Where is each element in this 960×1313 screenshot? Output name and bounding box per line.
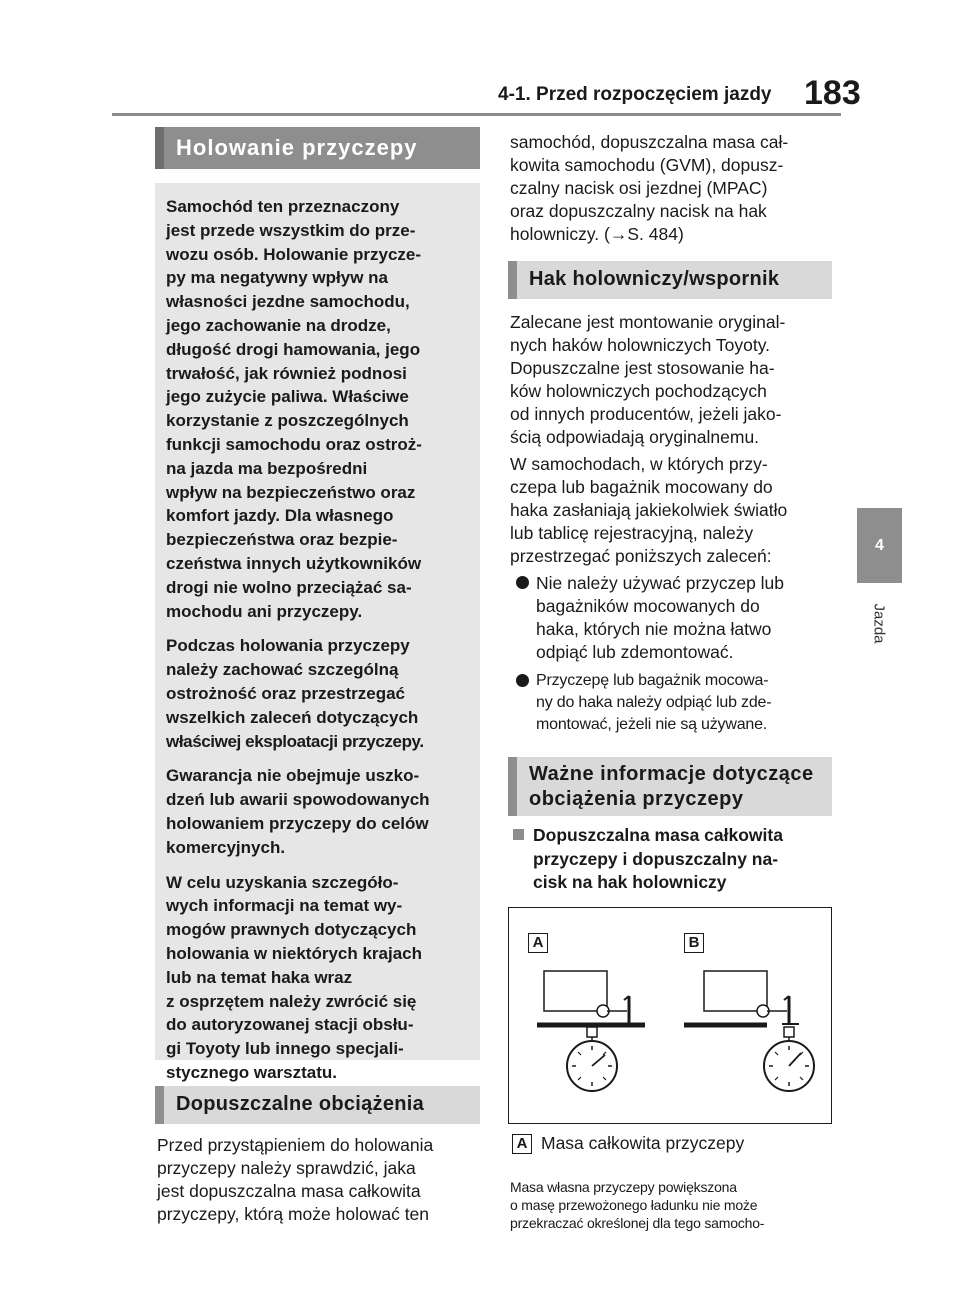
header-divider bbox=[112, 113, 841, 116]
heading-loads: Dopuszczalne obciążenia bbox=[176, 1093, 425, 1115]
loads-paragraph: Przed przystąpieniem do holowania przyczepy należy sprawdzić, jaka jest dopuszczalna masa całkowita przyczepy, którą może holować ten bbox=[157, 1135, 434, 1224]
chapter-name: Jazda bbox=[871, 602, 888, 644]
sub-heading-loads: Dopuszczalna masa całkowita przyczepy i dopuszczalny na- cisk na hak holowniczy bbox=[533, 825, 783, 892]
trailer-weight-diagram bbox=[508, 907, 832, 1124]
heading-important-bar bbox=[508, 757, 832, 816]
legend-label-a: A bbox=[512, 1134, 532, 1154]
chapter-label bbox=[857, 593, 902, 653]
hitch-paragraph-2: W samochodach, w których przy- czepa lub bagażnik mocowany do haka zasłaniają jakiekolwiek światło lub tablicę rejestracyjną, należy przestrzegać poniższych zaleceń: bbox=[510, 454, 788, 566]
legend-text: Masa całkowita przyczepy bbox=[541, 1133, 745, 1153]
chapter-tab[interactable]: 4 bbox=[857, 508, 902, 583]
trailer-b bbox=[684, 971, 799, 1025]
heading-towing-bar bbox=[155, 127, 480, 169]
hitch-paragraph-1: Zalecane jest montowanie oryginal- nych haków holowniczych Toyoty. Dopuszczalne jest stosowanie ha- ków holowniczych pochodzących od innych producentów, jeżeli jako- ścią odpowiadają oryginalnemu. bbox=[510, 312, 786, 447]
note-paragraph-4: W celu uzyskania szczegóło- wych informacji na temat wy- mogów prawnych dotyczących holowania w niektórych krajach lub na temat haka wraz z osprzętem należy zwrócić się do autoryzowanej stacji obsłu- gi Toyoty lub innego specjali- stycznego warsztatu. bbox=[166, 872, 423, 1082]
legend-description: Masa własna przyczepy powiększona o masę przewożonego ładunku nie może przekraczać określonej dla tego samocho- bbox=[510, 1179, 765, 1231]
heading-important: Ważne informacje dotyczące obciążenia przyczepy bbox=[529, 763, 814, 810]
heading-loads-bar bbox=[155, 1086, 480, 1124]
caution-note-box bbox=[155, 183, 480, 1082]
bullet-item-2: Przyczepę lub bagażnik mocowa- ny do haka należy odpiąć lub zde- montować, jeżeli nie są używane. bbox=[536, 670, 836, 736]
bullet-item-1: Nie należy używać przyczep lub bagażników mocowanych do haka, których nie można łatwo odpiąć lub zdemontować. bbox=[536, 572, 836, 664]
heading-hitch-bar bbox=[508, 261, 832, 299]
diagram-label-b: B bbox=[684, 933, 704, 953]
trailer-a bbox=[537, 971, 645, 1025]
note-paragraph-1: Samochód ten przeznaczony jest przede wszystkim do prze- wozu osób. Holowanie przycze- py ma negatywny wpływ na własności jezdne samochodu, jego zachowanie na drodze, długość drogi hamowania, jego trwałość, jak również podnosi jego zużycie paliwa. Właściwe korzystanie z poszczególnych funkcji samochodu oraz ostroż- na jazda ma bezpośredni wpływ na bezpieczeństwo oraz komfort jazdy. Dla własnego bezpieczeństwa oraz bezpie- czeństwa innych użytkowników drogi nie wolno przeciążać sa- mochodu ani przyczepy. bbox=[166, 197, 422, 621]
scale-illustration bbox=[509, 908, 831, 1123]
diagram-label-a: A bbox=[528, 933, 548, 953]
continuation-paragraph: samochód, dopuszczalna masa cał- kowita samochodu (GVM), dopusz- czalny nacisk osi jezdnej (MPAC) oraz dopuszczalny nacisk na hak holowniczy. (→S. 484) bbox=[510, 132, 789, 244]
square-bullet bbox=[513, 829, 524, 840]
page-number: 183 bbox=[804, 74, 861, 112]
header-section-title: 4-1. Przed rozpoczęciem jazdy bbox=[498, 84, 772, 105]
scale-b bbox=[764, 1027, 814, 1091]
note-paragraph-2: Podczas holowania przyczepy należy zachować szczególną ostrożność oraz przestrzegać wszelkich zaleceń dotyczących właściwej eksploatacji przyczepy. bbox=[166, 636, 424, 751]
heading-towing: Holowanie przyczepy bbox=[176, 135, 418, 160]
bullet-dot bbox=[516, 674, 529, 687]
heading-hitch: Hak holowniczy/wspornik bbox=[529, 268, 780, 290]
scale-a bbox=[567, 1027, 617, 1091]
note-paragraph-3: Gwarancja nie obejmuje uszko- dzeń lub awarii spowodowanych holowaniem przyczepy do celów komercyjnych. bbox=[166, 766, 430, 857]
bullet-dot bbox=[516, 576, 529, 589]
